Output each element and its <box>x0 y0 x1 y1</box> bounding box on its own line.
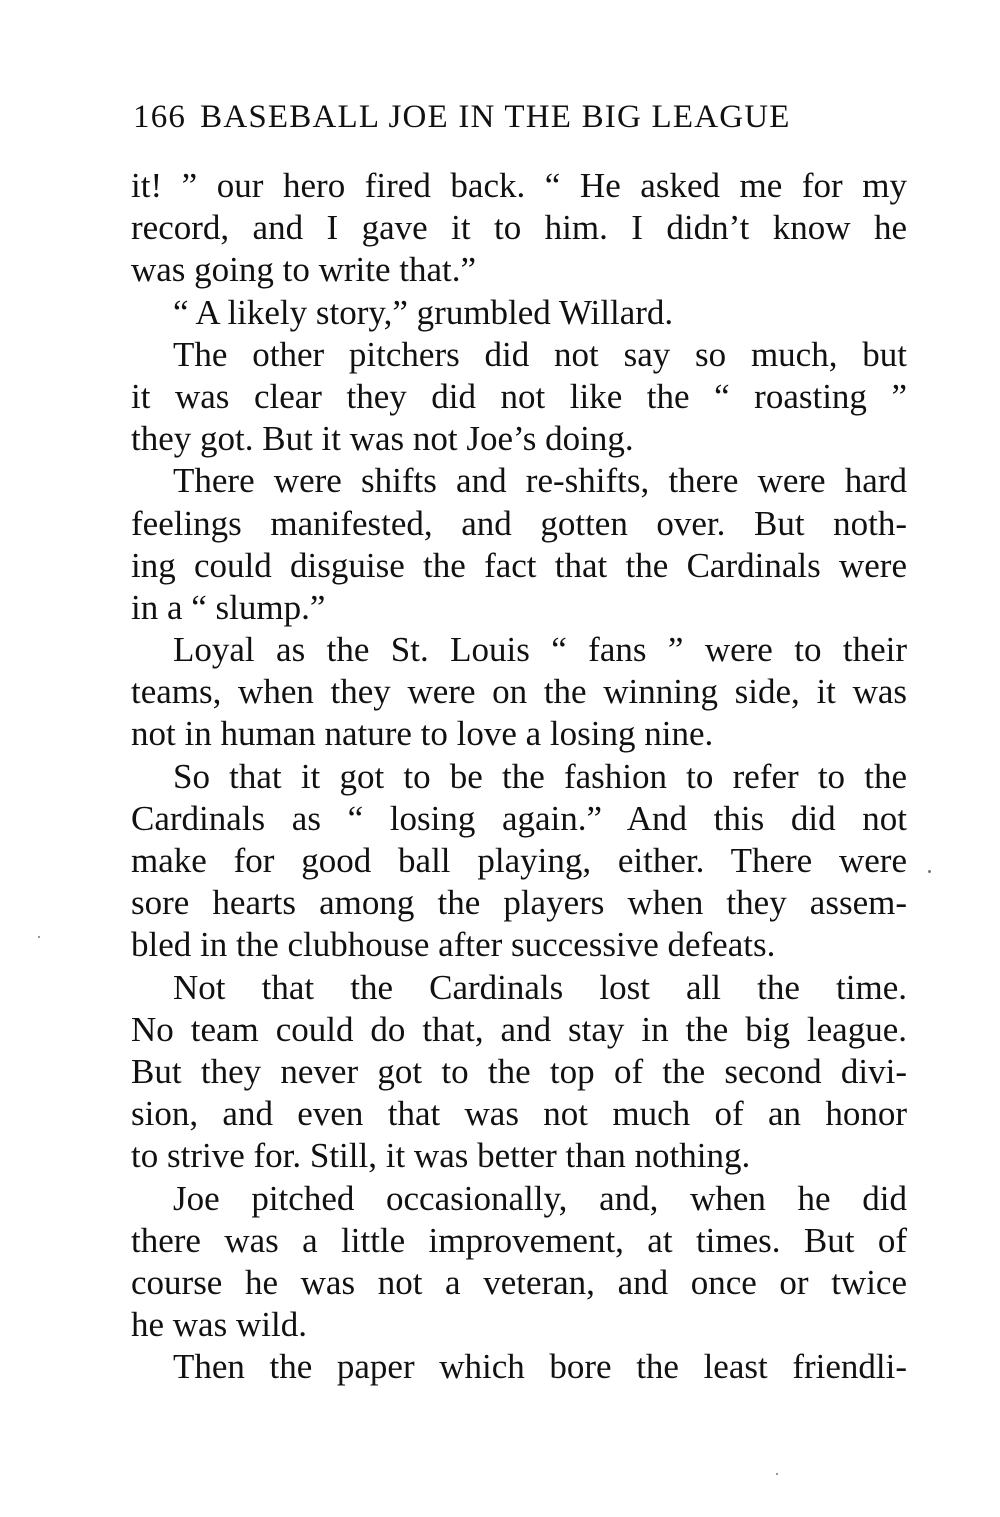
text-line: But they never got to the top of the second divi- <box>131 1051 907 1091</box>
text-line: was going to write that.” <box>131 250 477 290</box>
text-line: Joe pitched occasionally, and, when he did <box>173 1178 907 1218</box>
text-line: course he was not a veteran, and once or twice <box>131 1262 907 1302</box>
scan-speck <box>776 1473 778 1475</box>
text-line: So that it got to be the fashion to refer to the <box>173 756 907 796</box>
text-line: bled in the clubhouse after successive defeats. <box>131 925 776 965</box>
running-head <box>133 97 913 137</box>
text-line: to strive for. Still, it was better than nothing. <box>131 1136 751 1176</box>
text-line: there was a little improvement, at times. But of <box>131 1220 907 1260</box>
text-line: Cardinals as “ losing again.” And this did not <box>131 798 907 838</box>
text-line: in a “ slump.” <box>131 587 326 627</box>
text-line: he was wild. <box>131 1305 307 1345</box>
text-line: Loyal as the St. Louis “ fans ” were to their <box>173 630 907 670</box>
text-line: it! ” our hero fired back. “ He asked me for my <box>131 166 907 205</box>
page-number: 166 <box>133 99 187 135</box>
text-line: teams, when they were on the winning side, it was <box>131 672 907 712</box>
text-line: they got. But it was not Joe’s doing. <box>131 419 634 459</box>
scan-speck <box>38 936 40 938</box>
text-line: Then the paper which bore the least friendli- <box>173 1347 907 1387</box>
text-line: record, and I gave it to him. I didn’t know he <box>131 208 907 248</box>
text-line: ing could disguise the fact that the Cardinals were <box>131 545 907 585</box>
text-line: Not that the Cardinals lost all the time. <box>173 967 907 1007</box>
running-title: BASEBALL JOE IN THE BIG LEAGUE <box>200 99 791 135</box>
text-line: sion, and even that was not much of an honor <box>131 1094 907 1134</box>
text-line: No team could do that, and stay in the big league. <box>131 1009 907 1049</box>
text-line: feelings manifested, and gotten over. But noth- <box>131 503 907 543</box>
text-line: it was clear they did not like the “ roasting ” <box>131 376 907 416</box>
text-line: make for good ball playing, either. There were <box>131 841 907 880</box>
text-line: not in human nature to love a losing nine. <box>131 714 714 754</box>
text-line: The other pitchers did not say so much, but <box>173 334 907 374</box>
scan-speck <box>928 870 931 873</box>
text-line: There were shifts and re-shifts, there were hard <box>173 461 907 501</box>
text-line: sore hearts among the players when they assem- <box>131 883 907 923</box>
body-text <box>131 165 907 1388</box>
text-line: “ A likely story,” grumbled Willard. <box>173 292 674 332</box>
